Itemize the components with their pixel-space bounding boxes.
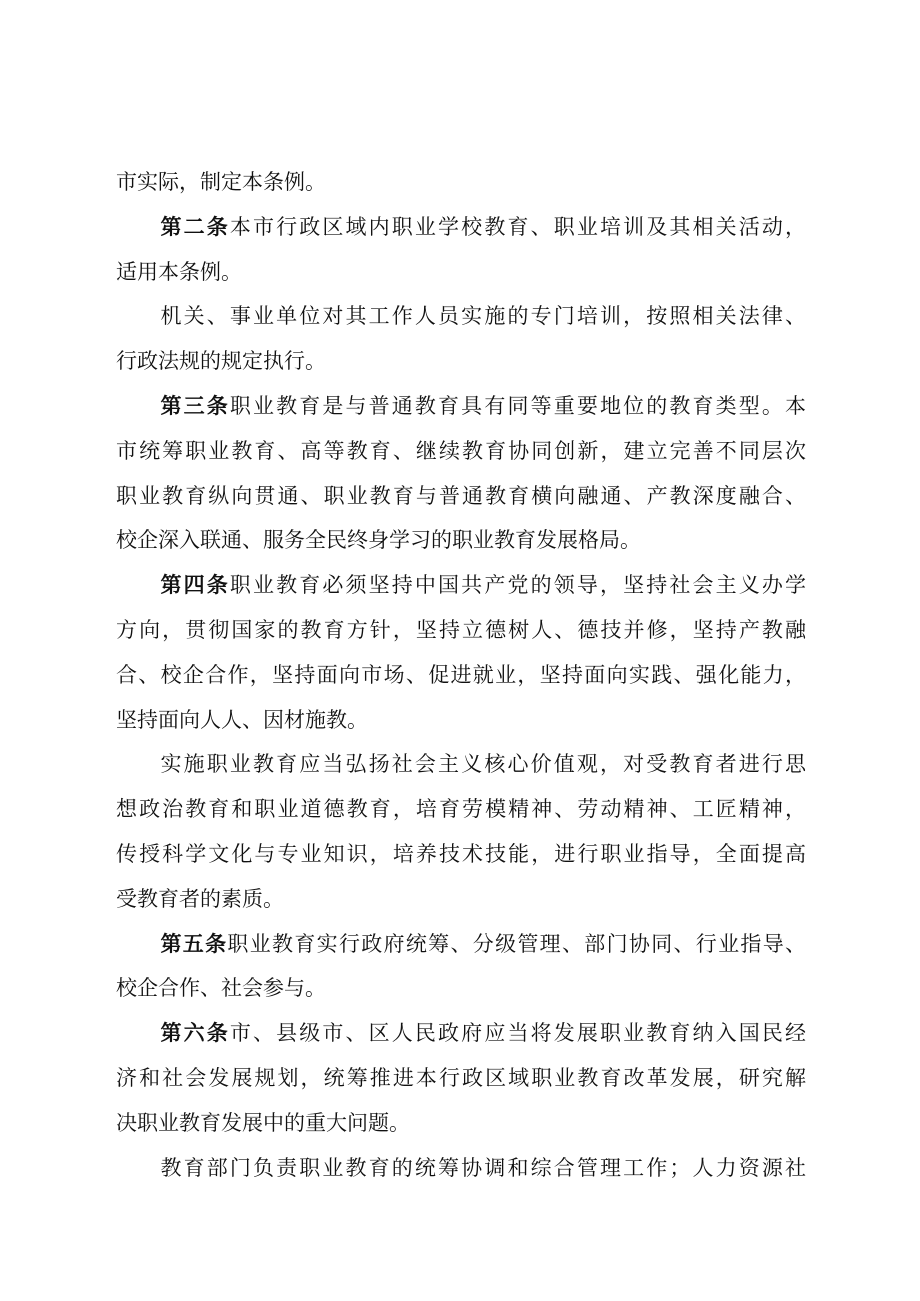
article-paragraph <box>116 563 806 742</box>
line-text: 机关、事业单位对其工作人员实施的专门培训，按照相关法律、 <box>160 304 806 329</box>
paragraph-line <box>116 608 806 653</box>
paragraph <box>116 294 806 384</box>
line-text: 行政法规的规定执行。 <box>116 349 326 374</box>
line-text: 合、校企合作，坚持面向市场、促进就业，坚持面向实践、强化能力， <box>116 662 806 687</box>
article-paragraph <box>116 1011 806 1145</box>
line-text: 市统筹职业教育、高等教育、继续教育协同创新，建立完善不同层次 <box>116 438 806 463</box>
document-page <box>116 160 806 1190</box>
paragraph-line <box>116 205 806 250</box>
paragraph-line <box>116 474 806 519</box>
line-text: 职业教育纵向贯通、职业教育与普通教育横向融通、产教深度融合、 <box>116 483 806 508</box>
paragraph <box>116 742 806 921</box>
paragraph-line <box>116 787 806 832</box>
paragraph-line <box>116 1056 806 1101</box>
line-text: 决职业教育发展中的重大问题。 <box>116 1110 410 1135</box>
paragraph-line <box>116 1011 806 1056</box>
paragraph-line <box>116 384 806 429</box>
line-text: 济和社会发展规划，统筹推进本行政区域职业教育改革发展，研究解 <box>116 1065 806 1090</box>
line-text: 受教育者的素质。 <box>116 886 284 911</box>
line-text: 适用本条例。 <box>116 259 242 284</box>
line-text: 实施职业教育应当弘扬社会主义核心价值观，对受教育者进行思 <box>160 752 806 777</box>
line-text: 方向，贯彻国家的教育方针，坚持立德树人、德技并修，坚持产教融 <box>116 617 806 642</box>
line-text: 校企深入联通、服务全民终身学习的职业教育发展格局。 <box>116 528 641 553</box>
paragraph-line <box>116 653 806 698</box>
line-text: 市、县级市、区人民政府应当将发展职业教育纳入国民经 <box>229 1021 806 1046</box>
article-label: 第六条 <box>160 1021 230 1046</box>
article-paragraph <box>116 384 806 563</box>
article-label: 第五条 <box>160 931 228 956</box>
paragraph-line <box>116 966 806 1011</box>
line-text: 本市行政区域内职业学校教育、职业培训及其相关活动， <box>229 214 806 239</box>
line-text: 坚持面向人人、因材施教。 <box>116 707 368 732</box>
line-text: 传授科学文化与专业知识，培养技术技能，进行职业指导，全面提高 <box>116 841 806 866</box>
paragraph-line <box>116 1146 806 1191</box>
article-label: 第三条 <box>160 393 230 418</box>
line-text: 教育部门负责职业教育的统筹协调和综合管理工作；人力资源社 <box>160 1155 806 1180</box>
paragraph <box>116 160 806 205</box>
article-label: 第二条 <box>160 214 230 239</box>
paragraph-line <box>116 1101 806 1146</box>
paragraph-line <box>116 294 806 339</box>
line-text: 校企合作、社会参与。 <box>116 976 326 1001</box>
article-paragraph <box>116 922 806 1012</box>
paragraph-line <box>116 698 806 743</box>
article-label: 第四条 <box>160 573 230 598</box>
paragraph-line <box>116 518 806 563</box>
paragraph-line <box>116 160 806 205</box>
paragraph-line <box>116 563 806 608</box>
line-text: 职业教育是与普通教育具有同等重要地位的教育类型。本 <box>229 393 806 418</box>
paragraph-line <box>116 429 806 474</box>
paragraph-line <box>116 339 806 384</box>
article-paragraph <box>116 205 806 295</box>
line-text: 市实际，制定本条例。 <box>116 170 326 194</box>
line-text: 职业教育必须坚持中国共产党的领导，坚持社会主义办学 <box>229 573 806 598</box>
paragraph-line <box>116 250 806 295</box>
paragraph-line <box>116 742 806 787</box>
paragraph-line <box>116 877 806 922</box>
paragraph <box>116 1146 806 1191</box>
paragraph-line <box>116 922 806 967</box>
line-text: 想政治教育和职业道德教育，培育劳模精神、劳动精神、工匠精神， <box>116 797 806 822</box>
line-text: 职业教育实行政府统筹、分级管理、部门协同、行业指导、 <box>227 931 806 956</box>
paragraph-line <box>116 832 806 877</box>
